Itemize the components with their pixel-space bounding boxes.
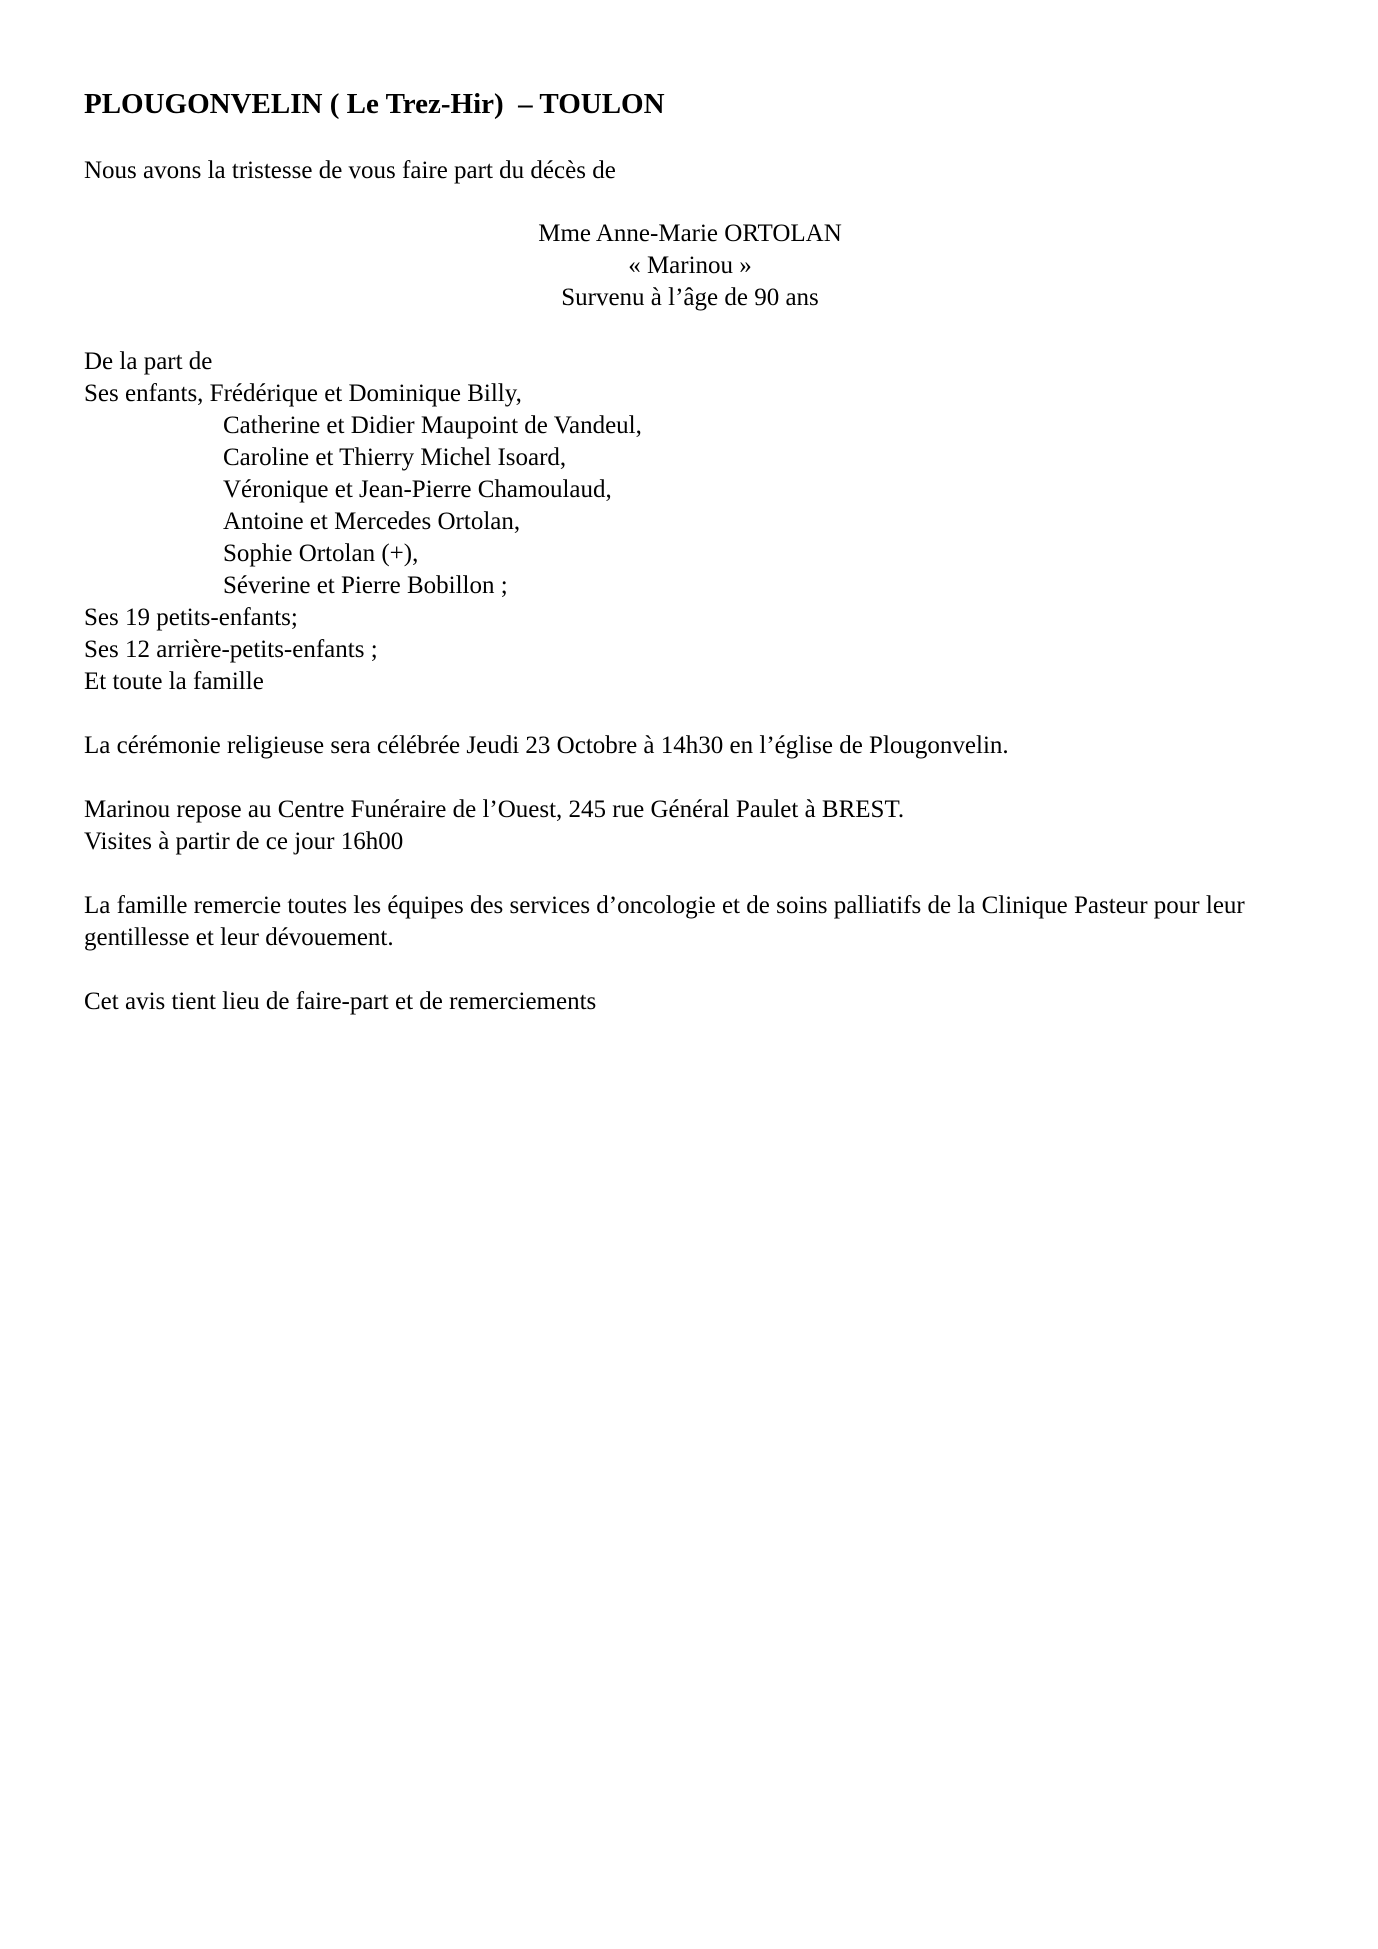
great-grandchildren-line: Ses 12 arrière-petits-enfants ;	[84, 636, 378, 663]
ceremony-text: La cérémonie religieuse sera célébrée Jeudi 23 Octobre à 14h30 en l’église de Plougonvelin.	[84, 732, 1009, 759]
child-line: Caroline et Thierry Michel Isoard,	[223, 444, 567, 471]
children-intro: Ses enfants, Frédérique et Dominique Billy,	[84, 380, 522, 407]
child-line: Antoine et Mercedes Ortolan,	[223, 508, 521, 535]
deceased-name: Mme Anne-Marie ORTOLAN	[538, 220, 842, 247]
child-line: Véronique et Jean-Pierre Chamoulaud,	[223, 476, 612, 503]
all-family-line: Et toute la famille	[84, 668, 264, 695]
visits-text: Visites à partir de ce jour 16h00	[84, 828, 404, 855]
closing-text: Cet avis tient lieu de faire-part et de remerciements	[84, 988, 597, 1015]
grandchildren-line: Ses 19 petits-enfants;	[84, 604, 298, 631]
child-line: Catherine et Didier Maupoint de Vandeul,	[223, 412, 642, 439]
child-line: Sophie Ortolan (+),	[223, 540, 419, 567]
deceased-nickname: « Marinou »	[628, 252, 752, 279]
deceased-age: Survenu à l’âge de 90 ans	[561, 284, 819, 311]
intro-text: Nous avons la tristesse de vous faire part du décès de	[84, 157, 616, 184]
family-from: De la part de	[84, 348, 213, 375]
thanks-text: La famille remercie toutes les équipes des services d’oncologie et de soins palliatifs de la Clinique Pasteur pour leur gentillesse et leur dévouement.	[84, 892, 1245, 951]
child-line: Séverine et Pierre Bobillon ;	[223, 572, 508, 599]
document-title: PLOUGONVELIN ( Le Trez-Hir) – TOULON	[84, 88, 665, 120]
rest-location-text: Marinou repose au Centre Funéraire de l’Ouest, 245 rue Général Paulet à BREST.	[84, 796, 905, 823]
